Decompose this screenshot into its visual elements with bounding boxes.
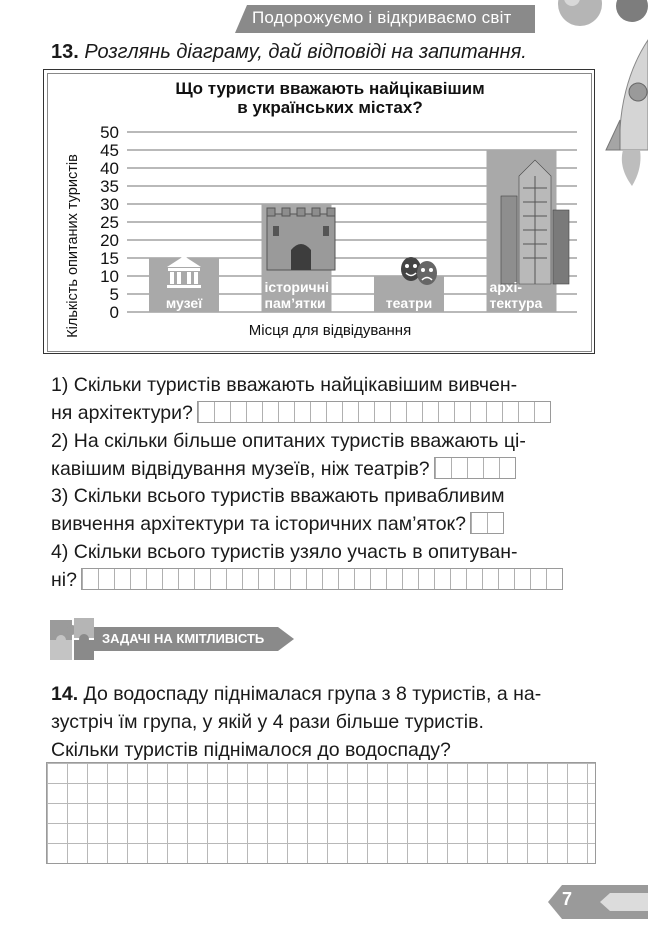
rocket-icon <box>606 40 648 186</box>
castle-gate-icon <box>267 208 335 270</box>
y-tick-label: 0 <box>109 303 119 322</box>
question-3-line-2: вивчення архітектури та історичних пам’яток? <box>51 513 466 535</box>
question-4 <box>51 538 596 594</box>
answer-grid[interactable] <box>46 762 596 864</box>
chart-y-axis-label: Кількість опитаних туристів <box>65 154 81 338</box>
planet-small-icon <box>616 0 648 22</box>
task-14-line-1: До водоспаду піднімалася група з 8 туристів, а на- <box>83 683 542 705</box>
y-tick-label: 25 <box>100 213 119 232</box>
task-13-heading <box>51 38 527 66</box>
task-14-number: 14. <box>51 683 79 705</box>
question-4-line-1: 4) Скільки всього туристів узяло участь в опитуван- <box>51 541 518 563</box>
y-tick-label: 10 <box>100 267 119 286</box>
question-2-line-2: кавішим відвідування музеїв, ніж театрів? <box>51 458 430 480</box>
y-tick-label: 20 <box>100 231 119 250</box>
puzzle-icon <box>44 612 98 662</box>
question-1-line-2: ня архітектури? <box>51 402 193 424</box>
question-1-line-1: 1) Скільки туристів вважають найцікавішим вивчен- <box>51 374 518 396</box>
task-13-number: 13. <box>51 41 79 63</box>
page-number: 7 <box>562 889 573 909</box>
task-14 <box>51 680 596 764</box>
answer-cells-1[interactable] <box>197 401 551 423</box>
y-tick-label: 30 <box>100 195 119 214</box>
y-tick-label: 35 <box>100 177 119 196</box>
task-14-line-3: Скільки туристів піднімалося до водоспаду? <box>51 739 451 761</box>
task-14-line-2: зустріч їм група, у якій у 4 рази більше туристів. <box>51 711 484 733</box>
bar-label: музеї <box>165 295 203 311</box>
question-2 <box>51 427 596 483</box>
chart-x-axis-label: Місця для відвідування <box>248 322 412 339</box>
question-3-line-1: 3) Скільки всього туристів вважають привабливим <box>51 485 505 507</box>
question-2-line-1: 2) На скільки більше опитаних туристів вважають ці- <box>51 430 526 452</box>
question-4-line-2: ні? <box>51 569 77 591</box>
chart-title-line-1: Що туристи вважають найцікавішим <box>175 79 485 98</box>
answer-cells-4[interactable] <box>81 568 563 590</box>
page-number-tab-inner <box>600 893 648 911</box>
bar-label: тектура <box>489 295 543 311</box>
planet-icon <box>558 0 602 26</box>
bar-label: театри <box>385 295 433 311</box>
answer-cells-3[interactable] <box>470 512 504 534</box>
y-tick-label: 50 <box>100 123 119 142</box>
header-title: Подорожуємо і відкриваємо світ <box>252 8 512 27</box>
y-tick-label: 45 <box>100 141 119 160</box>
chart-title-line-2: в українських містах? <box>237 98 423 117</box>
task-13-instruction: Розглянь діаграму, дай відповіді на запитання. <box>84 41 527 63</box>
bar-label: пам’ятки <box>264 295 326 311</box>
bar-chart <box>47 73 590 350</box>
y-tick-label: 40 <box>100 159 119 178</box>
y-tick-label: 5 <box>109 285 119 304</box>
question-1 <box>51 371 596 427</box>
bar-label: історичні <box>264 279 330 295</box>
section-banner-label: ЗАДАЧІ НА КМІТЛИВІСТЬ <box>102 631 265 646</box>
y-tick-label: 15 <box>100 249 119 268</box>
bar-label: архі- <box>489 279 522 295</box>
answer-cells-2[interactable] <box>434 457 516 479</box>
question-3 <box>51 482 596 538</box>
